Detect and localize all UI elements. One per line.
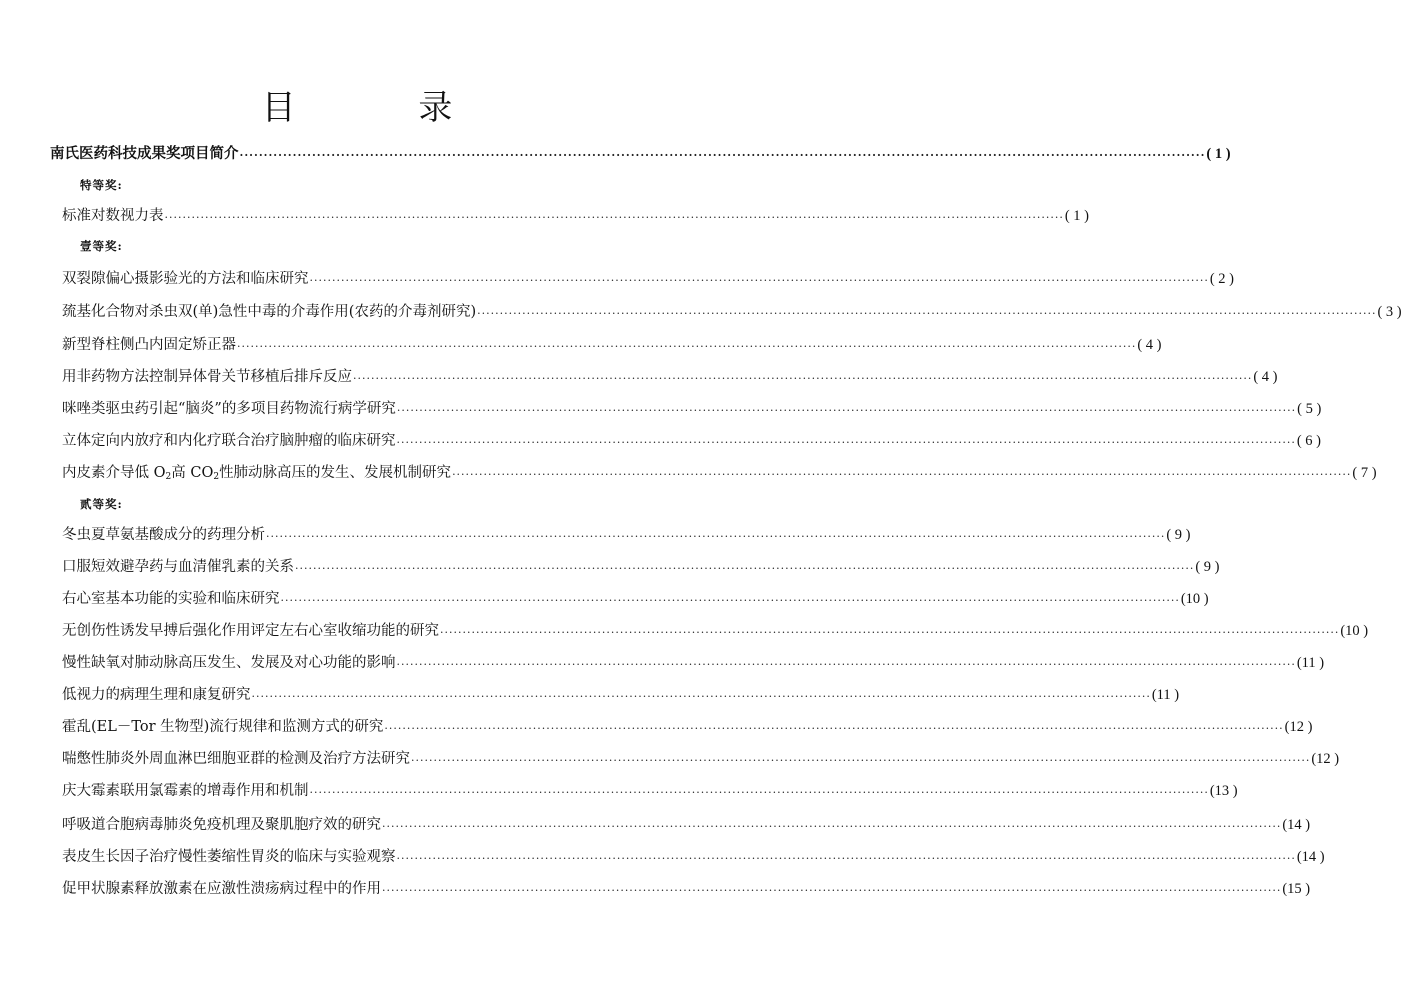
toc-entry-title (62, 462, 451, 484)
toc-entry-page: ( 1 ) (1206, 146, 1231, 162)
section-label-second-prize: 贰等奖: (80, 497, 123, 511)
toc-entry-title: 用非药物方法控制异体骨关节移植后排斥反应 (62, 369, 352, 385)
toc-entry-page: (10 ) (1180, 591, 1209, 607)
toc-entry[interactable] (62, 780, 1238, 802)
toc-entry[interactable] (62, 878, 1311, 900)
dot-leader: ········································································································································································································ (309, 274, 1209, 287)
subscript: 2 (213, 472, 220, 482)
subscript: 2 (165, 472, 172, 482)
dot-leader: ········································································································································································································ (411, 754, 1311, 767)
dot-leader: ········································································································································································································ (382, 884, 1282, 897)
toc-entry-title: 南氏医药科技成果奖项目简介 (50, 145, 239, 162)
section-label-special-prize: 特等奖: (80, 178, 123, 192)
toc-entry[interactable] (62, 398, 1322, 420)
toc-entry-page: ( 5 ) (1297, 401, 1322, 417)
toc-entry-page: (11 ) (1151, 687, 1180, 703)
toc-entry-page: (10 ) (1340, 623, 1369, 639)
toc-entry[interactable] (62, 716, 1313, 738)
dot-leader: ········································································································································································································ (382, 820, 1282, 833)
toc-entry-title: 低视力的病理生理和康复研究 (62, 687, 251, 703)
toc-entry-page: ( 2 ) (1209, 271, 1234, 287)
dot-leader: ········································································································································································································ (295, 562, 1195, 575)
dot-leader: ········································································································································································································ (239, 149, 1206, 162)
title-part: 性肺动脉高压的发生、发展机制研究 (219, 465, 452, 481)
toc-entry[interactable] (62, 846, 1325, 868)
dot-leader: ········································································································································································································ (452, 468, 1352, 481)
dot-leader: ········································································································································································································ (477, 307, 1377, 320)
title-part: 内皮素介导低 O (62, 465, 166, 481)
toc-entry-title: 标准对数视力表 (62, 208, 164, 224)
toc-entry[interactable] (62, 748, 1340, 770)
toc-entry-page: ( 6 ) (1296, 433, 1321, 449)
toc-entry[interactable] (62, 652, 1325, 674)
dot-leader: ········································································································································································································ (266, 530, 1166, 543)
toc-entry[interactable] (62, 814, 1311, 836)
toc-entry-page: ( 4 ) (1137, 337, 1162, 353)
toc-entry[interactable] (62, 556, 1220, 578)
toc-entry-title: 立体定向内放疗和内化疗联合治疗脑肿瘤的临床研究 (62, 433, 396, 449)
section-label-first-prize: 壹等奖: (80, 239, 123, 253)
toc-entry-title: 冬虫夏草氨基酸成分的药理分析 (62, 527, 265, 543)
toc-entry[interactable] (62, 268, 1234, 290)
toc-entry-page: ( 9 ) (1166, 527, 1191, 543)
toc-entry[interactable] (62, 462, 1377, 484)
page-title: 目 录 (261, 88, 509, 128)
toc-entry[interactable] (62, 430, 1321, 452)
toc-entry[interactable] (62, 205, 1089, 227)
toc-entry-title: 右心室基本功能的实验和临床研究 (62, 591, 280, 607)
toc-entry-title: 霍乱(EL－Tor 生物型)流行规律和监测方式的研究 (62, 719, 384, 735)
toc-entry-title: 呼吸道合胞病毒肺炎免疫机理及聚肌胞疗效的研究 (62, 817, 381, 833)
toc-entry-title: 双裂隙偏心摄影验光的方法和临床研究 (62, 271, 309, 287)
toc-entry-title: 喘憋性肺炎外周血淋巴细胞亚群的检测及治疗方法研究 (62, 751, 410, 767)
toc-entry-page: ( 7 ) (1352, 465, 1377, 481)
toc-entry-title: 表皮生长因子治疗慢性萎缩性胃炎的临床与实验观察 (62, 849, 396, 865)
dot-leader: ········································································································································································································ (396, 404, 1297, 417)
toc-entry-page: (15 ) (1282, 881, 1311, 897)
dot-leader: ········································································································································································································ (280, 594, 1180, 607)
toc-entry-page: (11 ) (1296, 655, 1325, 671)
dot-leader: ········································································································································································································ (164, 211, 1064, 224)
toc-entry[interactable] (62, 588, 1209, 610)
dot-leader: ········································································································································································································ (237, 340, 1137, 353)
toc-entry-page: (13 ) (1209, 783, 1238, 799)
toc-entry[interactable] (62, 334, 1162, 356)
dot-leader: ········································································································································································································ (396, 852, 1296, 865)
toc-entry-title: 巯基化合物对杀虫双(单)急性中毒的介毒作用(农药的介毒剂研究) (62, 304, 477, 320)
toc-entry-title: 口服短效避孕药与血清催乳素的关系 (62, 559, 294, 575)
toc-entry-intro[interactable] (50, 143, 1231, 165)
toc-entry[interactable] (62, 366, 1278, 388)
dot-leader: ········································································································································································································ (440, 626, 1340, 639)
toc-entry-page: (12 ) (1284, 719, 1313, 735)
toc-entry[interactable] (62, 524, 1191, 546)
dot-leader: ········································································································································································································ (309, 786, 1209, 799)
toc-entry-page: ( 3 ) (1377, 304, 1402, 320)
toc-entry-page: (12 ) (1311, 751, 1340, 767)
toc-entry-page: ( 9 ) (1195, 559, 1220, 575)
dot-leader: ········································································································································································································ (251, 690, 1151, 703)
toc-entry-title: 慢性缺氧对肺动脉高压发生、发展及对心功能的影响 (62, 655, 396, 671)
toc-entry-title: 咪唑类驱虫药引起“脑炎”的多项目药物流行病学研究 (62, 401, 396, 417)
dot-leader: ········································································································································································································ (396, 658, 1296, 671)
toc-entry-title: 无创伤性诱发早搏后强化作用评定左右心室收缩功能的研究 (62, 623, 439, 639)
toc-entry[interactable] (62, 620, 1369, 642)
dot-leader: ········································································································································································································ (384, 722, 1284, 735)
toc-entry-page: (14 ) (1296, 849, 1325, 865)
toc-entry-title: 新型脊柱侧凸内固定矫正器 (62, 337, 236, 353)
toc-entry-title: 促甲状腺素释放激素在应激性溃疡病过程中的作用 (62, 881, 381, 897)
title-part: 高 CO (171, 465, 214, 481)
dot-leader: ········································································································································································································ (353, 372, 1253, 385)
toc-entry[interactable] (62, 301, 1402, 323)
toc-entry-title: 庆大霉素联用氯霉素的增毒作用和机制 (62, 783, 309, 799)
toc-entry[interactable] (62, 684, 1180, 706)
toc-entry-page: (14 ) (1282, 817, 1311, 833)
toc-entry-page: ( 4 ) (1253, 369, 1278, 385)
toc-entry-page: ( 1 ) (1064, 208, 1089, 224)
dot-leader: ········································································································································································································ (396, 436, 1296, 449)
